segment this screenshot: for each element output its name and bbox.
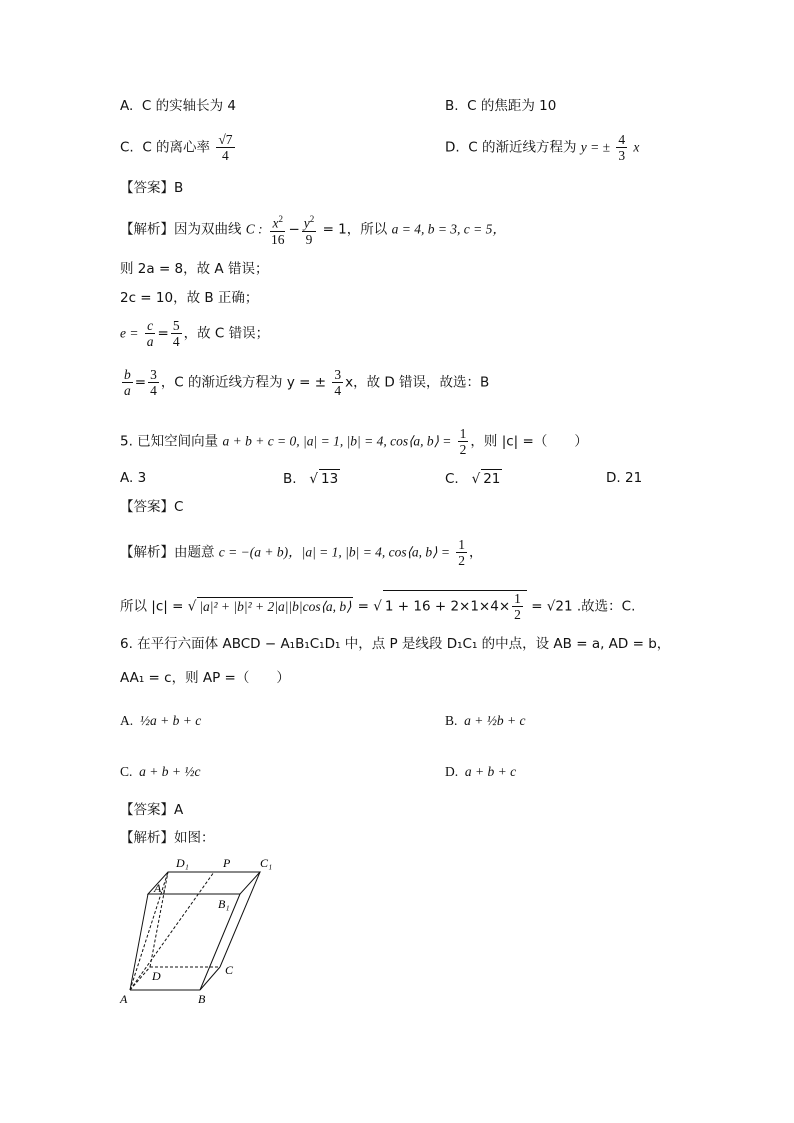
q4-option-c: C. C 的离心率 $\frac{√7}{4}$ [120, 132, 233, 163]
segment-ap [130, 872, 214, 990]
q6-option-d: D. a + b + c [445, 764, 517, 779]
q6-option-c: C. a + b + ½c [120, 764, 201, 779]
q4-analysis-line1: 【解析】因为双曲线 C : $\frac{x^2}{16}$ − $\frac{y^2}{9}$ = 1，所以 a = 4, b = 3, c = 5， [120, 214, 506, 247]
q5-option-d: D. 21 [606, 470, 643, 486]
q4-analysis-line2: 则 2a = 8，故 A 错误； [120, 261, 269, 277]
fraction: $\frac{4}{3}$ [618, 132, 626, 163]
q6-analysis: 【解析】如图： [120, 830, 215, 846]
q6-option-a: A. ½a + b + c [120, 713, 202, 728]
label-d: D [152, 969, 161, 983]
q5-analysis-line1: 【解析】由题意 c = −(a + b)，|a| = 1, |b| = 4, cos⟨a, b⟩ = $\frac{1}{2}$ ， [120, 537, 483, 568]
label-c: C [225, 963, 234, 977]
label-d1: D₁ [176, 856, 189, 870]
label-b1: B₁ [218, 897, 230, 911]
label-p: P [223, 856, 231, 870]
q4-analysis-line4: e = $\frac{c}{a}$ = $\frac{5}{4}$ ，故 C 错误； [120, 318, 270, 349]
edge-ad [130, 967, 150, 990]
q6-stem-line2: AA₁ = c，则 AP =（ ） [120, 670, 290, 686]
label-a: A [120, 992, 128, 1006]
q5-analysis-line2: 所以 |c| = √ |a|² + |b|² + 2|a||b|cos⟨a, b⟩ = √ 1 + 16 + 2×1×4× $\frac{1}{2}$ = √21 .故选：C. [120, 591, 636, 622]
q6-option-b: B. a + ½b + c [445, 713, 526, 728]
parallelepiped-figure [118, 850, 288, 1010]
q5-stem: 5. 已知空间向量 a + b + c = 0, |a| = 1, |b| = 4, cos⟨a, b⟩ = $\frac{1}{2}$ ，则 |c| =（ ） [120, 426, 588, 457]
q4-option-d: D. C 的渐近线方程为 y = ± $\frac{4}{3}$ x [445, 132, 640, 163]
q4-analysis-line5: $\frac{b}{a}$ = $\frac{3}{4}$ ，C 的渐近线方程为 y = ± $\frac{3}{4}$ x，故 D 错误，故选：B [124, 367, 490, 398]
label-b: B [198, 992, 206, 1006]
q4-answer: 【答案】B [120, 180, 184, 196]
edge-bc [200, 967, 220, 990]
edge-cc1 [220, 872, 260, 967]
q4-analysis-line3: 2c = 10，故 B 正确； [120, 290, 259, 306]
q6-stem-line1: 6. 在平行六面体 ABCD − A₁B₁C₁D₁ 中，点 P 是线段 D₁C₁ 的中点，设 AB = a, AD = b， [120, 636, 671, 652]
fraction: $\frac{√7}{4}$ [218, 132, 233, 163]
q6-answer: 【答案】A [120, 802, 184, 818]
label-c1: C₁ [260, 856, 273, 870]
q5-option-a: A. 3 [120, 470, 147, 486]
q5-option-c: C. √ 21 [445, 471, 501, 487]
q5-answer: 【答案】C [120, 499, 184, 515]
q4-option-b: B. C 的焦距为 10 [445, 98, 557, 114]
q5-option-b: B. √ 13 [283, 471, 339, 487]
label-a1: A₁ [154, 881, 166, 895]
q4-option-a: A. C 的实轴长为 4 [120, 98, 236, 114]
